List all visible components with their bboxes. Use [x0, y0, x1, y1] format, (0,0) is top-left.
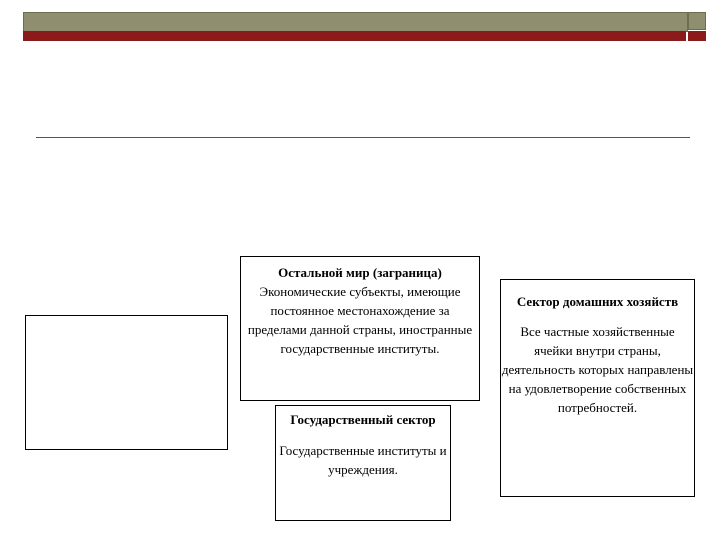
header-bar-olive: [23, 12, 688, 32]
header-bar-red: [23, 31, 686, 41]
rest-of-world-title: Остальной мир (заграница): [278, 265, 442, 280]
household-sector-description: Все частные хозяйственные ячейки внутри страны, деятельность которых направлены на удовлетворение собственных потребностей.: [501, 324, 694, 415]
title-divider: [36, 137, 690, 138]
household-sector-box: [500, 279, 695, 497]
header-corner-red: [688, 31, 706, 41]
header-corner-olive: [688, 12, 706, 30]
government-sector-box: [275, 405, 451, 521]
rest-of-world-box: [240, 256, 480, 401]
rest-of-world-description: Экономические субъекты, имеющие постоянное местонахождение за пределами данной страны, иностранные государственные институты.: [247, 284, 473, 356]
government-sector-title: Государственный сектор: [290, 412, 436, 427]
government-sector-description: Государственные институты и учреждения.: [279, 443, 447, 477]
empty-box: [25, 315, 228, 450]
household-sector-title: Сектор домашних хозяйств: [516, 294, 679, 309]
